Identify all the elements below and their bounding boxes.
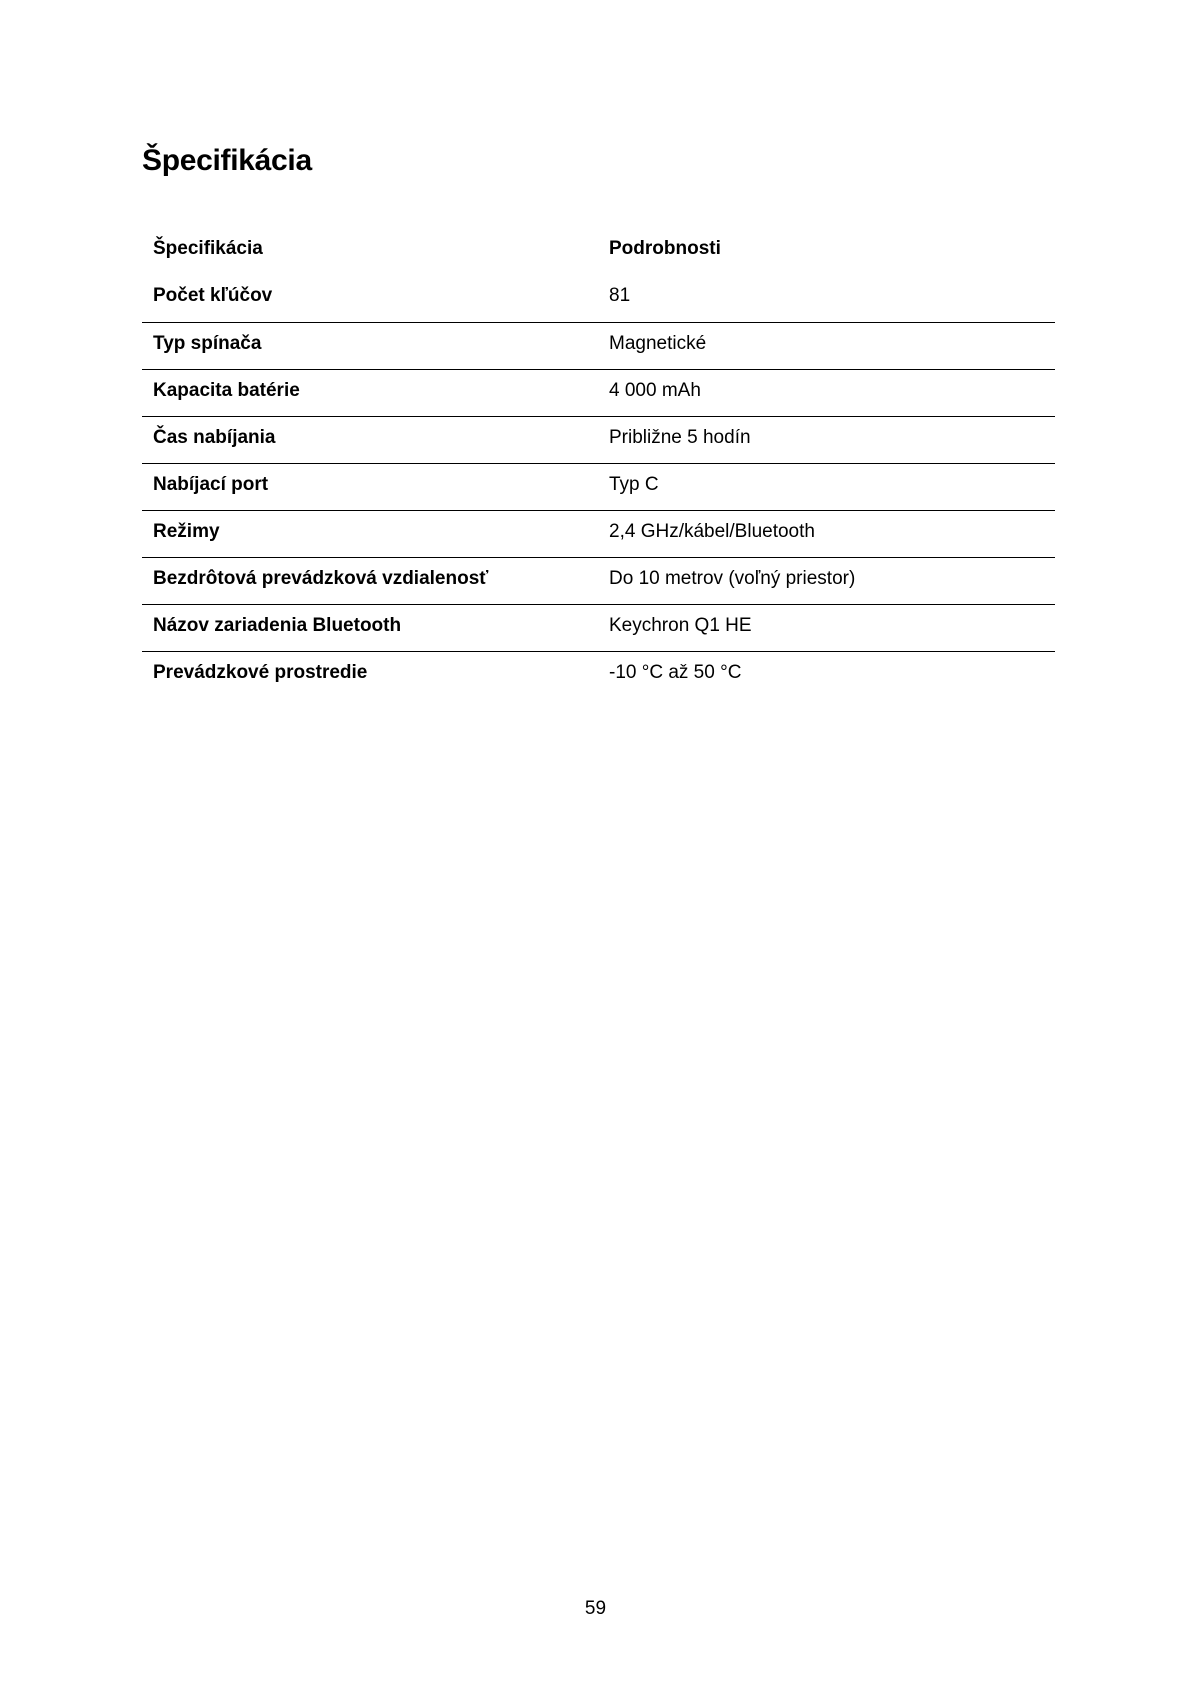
spec-label: Typ spínača (153, 332, 262, 354)
table-row (142, 416, 1055, 463)
table-row (142, 322, 1055, 369)
spec-label: Bezdrôtová prevádzková vzdialenosť (153, 567, 489, 589)
table-row (142, 651, 1055, 698)
spec-label: Počet kľúčov (153, 285, 273, 306)
spec-value: Typ C (609, 473, 659, 495)
spec-label: Nabíjací port (153, 473, 269, 495)
spec-value: 81 (609, 285, 631, 306)
spec-value: Do 10 metrov (voľný priestor) (609, 567, 856, 589)
spec-value: 2,4 GHz/kábel/Bluetooth (609, 520, 815, 542)
specification-table (142, 228, 1055, 698)
spec-label: Názov zariadenia Bluetooth (153, 614, 402, 636)
spec-value: Magnetické (609, 332, 707, 354)
spec-label: Prevádzkové prostredie (153, 661, 368, 683)
table-row (142, 369, 1055, 416)
table-row (142, 604, 1055, 651)
table-row (142, 510, 1055, 557)
table-row (142, 557, 1055, 604)
spec-label: Čas nabíjania (153, 426, 276, 448)
spec-value: 4 000 mAh (609, 379, 701, 401)
header-details: Podrobnosti (609, 238, 721, 259)
header-specification: Špecifikácia (153, 238, 263, 259)
page-number: 59 (584, 1598, 607, 1619)
table-row (142, 275, 1055, 322)
spec-label: Režimy (153, 520, 220, 542)
table-header-row (142, 228, 1055, 275)
spec-value: Približne 5 hodín (609, 426, 751, 448)
spec-value: Keychron Q1 HE (609, 614, 752, 636)
spec-value: -10 °C až 50 °C (609, 661, 742, 683)
spec-label: Kapacita batérie (153, 379, 300, 401)
table-row (142, 463, 1055, 510)
page-title: Špecifikácia (142, 144, 312, 177)
